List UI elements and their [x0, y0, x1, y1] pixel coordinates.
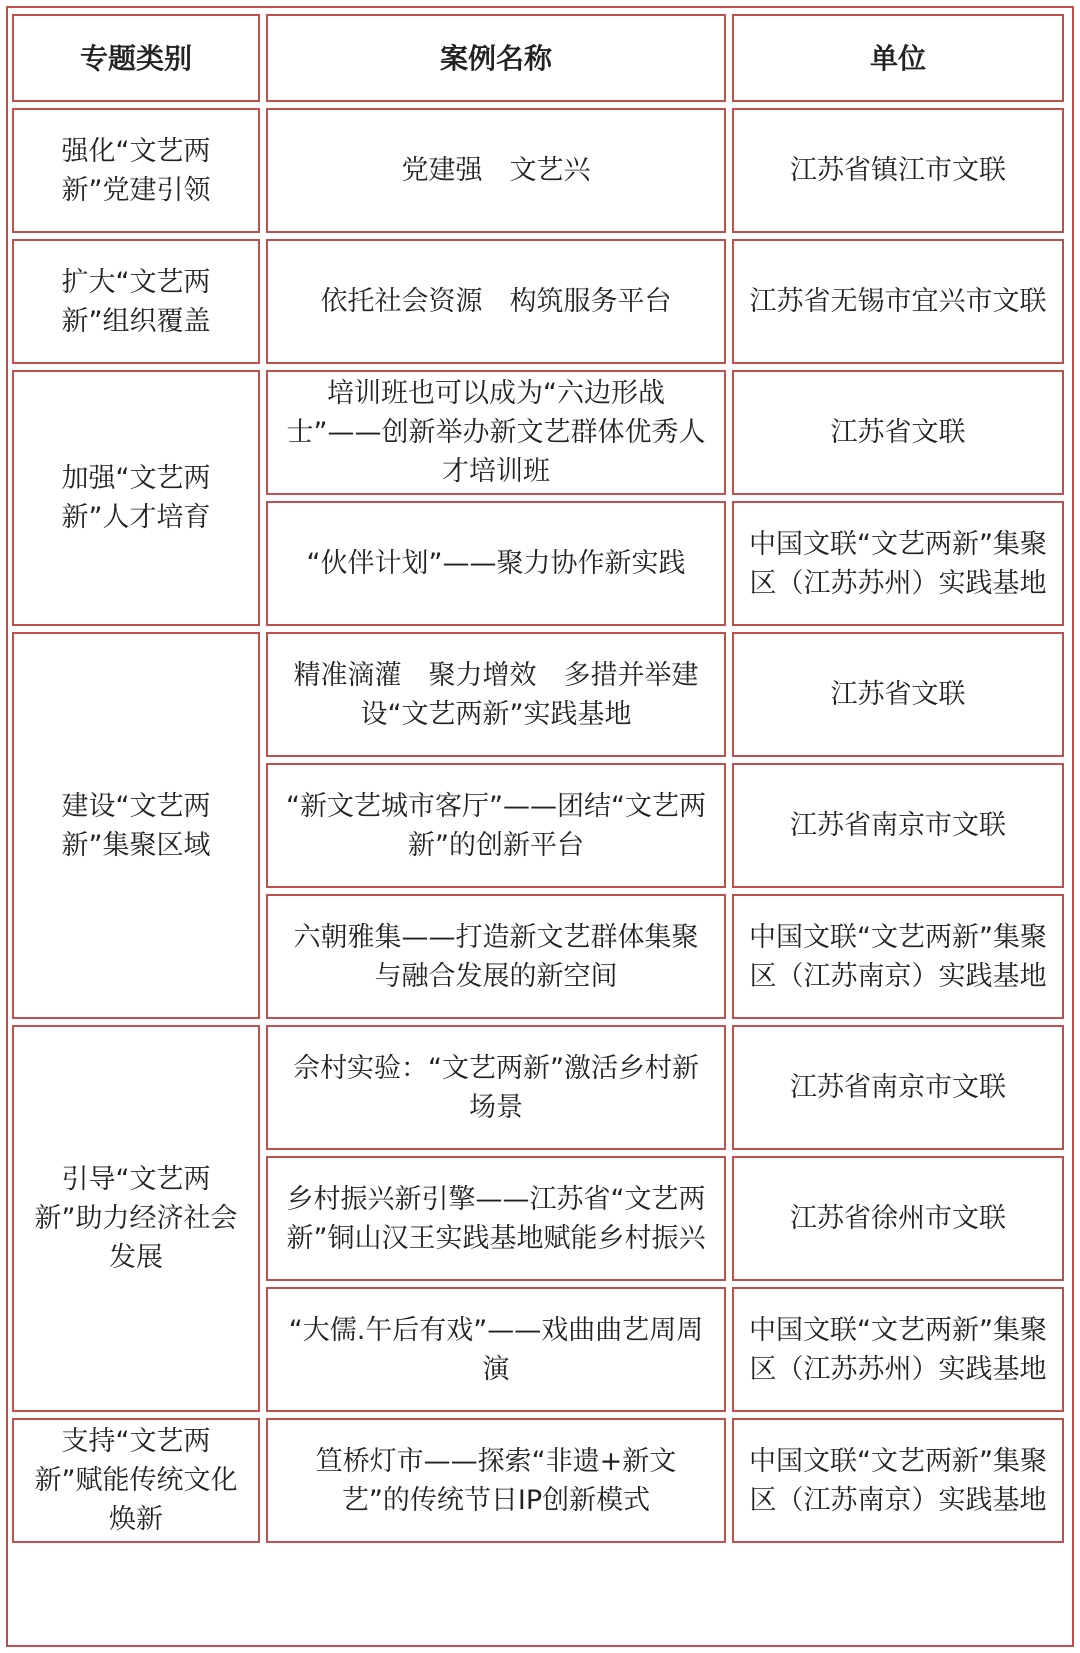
case-name-cell: 六朝雅集——打造新文艺群体集聚与融合发展的新空间 [266, 894, 726, 1019]
table-row [12, 632, 1064, 757]
case-name-cell: 依托社会资源 构筑服务平台 [266, 239, 726, 364]
case-table [6, 8, 1070, 1549]
unit-cell: 江苏省南京市文联 [732, 1025, 1064, 1150]
category-cell: 强化“文艺两新”党建引领 [12, 108, 260, 233]
table-row [12, 370, 1064, 495]
case-name-cell: 培训班也可以成为“六边形战士”——创新举办新文艺群体优秀人才培训班 [266, 370, 726, 495]
unit-cell: 江苏省镇江市文联 [732, 108, 1064, 233]
header-category: 专题类别 [12, 14, 260, 102]
category-cell: 建设“文艺两新”集聚区域 [12, 632, 260, 1019]
category-cell: 加强“文艺两新”人才培育 [12, 370, 260, 626]
header-unit: 单位 [732, 14, 1064, 102]
table-row [12, 1025, 1064, 1150]
table-row [12, 108, 1064, 233]
table-row [12, 239, 1064, 364]
unit-cell: 中国文联“文艺两新”集聚区（江苏南京）实践基地 [732, 894, 1064, 1019]
unit-cell: 江苏省文联 [732, 632, 1064, 757]
unit-cell: 中国文联“文艺两新”集聚区（江苏苏州）实践基地 [732, 1287, 1064, 1412]
unit-cell: 江苏省无锡市宜兴市文联 [732, 239, 1064, 364]
category-cell: 扩大“文艺两新”组织覆盖 [12, 239, 260, 364]
category-cell: 支持“文艺两新”赋能传统文化焕新 [12, 1418, 260, 1543]
table-row [12, 1418, 1064, 1543]
category-cell: 引导“文艺两新”助力经济社会发展 [12, 1025, 260, 1412]
case-name-cell: “新文艺城市客厅”——团结“文艺两新”的创新平台 [266, 763, 726, 888]
case-name-cell: 佘村实验：“文艺两新”激活乡村新场景 [266, 1025, 726, 1150]
case-name-cell: 笪桥灯市——探索“非遗+新文艺”的传统节日IP创新模式 [266, 1418, 726, 1543]
case-name-cell: 党建强 文艺兴 [266, 108, 726, 233]
unit-cell: 江苏省文联 [732, 370, 1064, 495]
case-name-cell: “大儒.午后有戏”——戏曲曲艺周周演 [266, 1287, 726, 1412]
header-case-name: 案例名称 [266, 14, 726, 102]
case-name-cell: “伙伴计划”——聚力协作新实践 [266, 501, 726, 626]
header-row [12, 14, 1064, 102]
unit-cell: 江苏省南京市文联 [732, 763, 1064, 888]
case-name-cell: 精准滴灌 聚力增效 多措并举建设“文艺两新”实践基地 [266, 632, 726, 757]
unit-cell: 中国文联“文艺两新”集聚区（江苏南京）实践基地 [732, 1418, 1064, 1543]
unit-cell: 江苏省徐州市文联 [732, 1156, 1064, 1281]
unit-cell: 中国文联“文艺两新”集聚区（江苏苏州）实践基地 [732, 501, 1064, 626]
case-name-cell: 乡村振兴新引擎——江苏省“文艺两新”铜山汉王实践基地赋能乡村振兴 [266, 1156, 726, 1281]
